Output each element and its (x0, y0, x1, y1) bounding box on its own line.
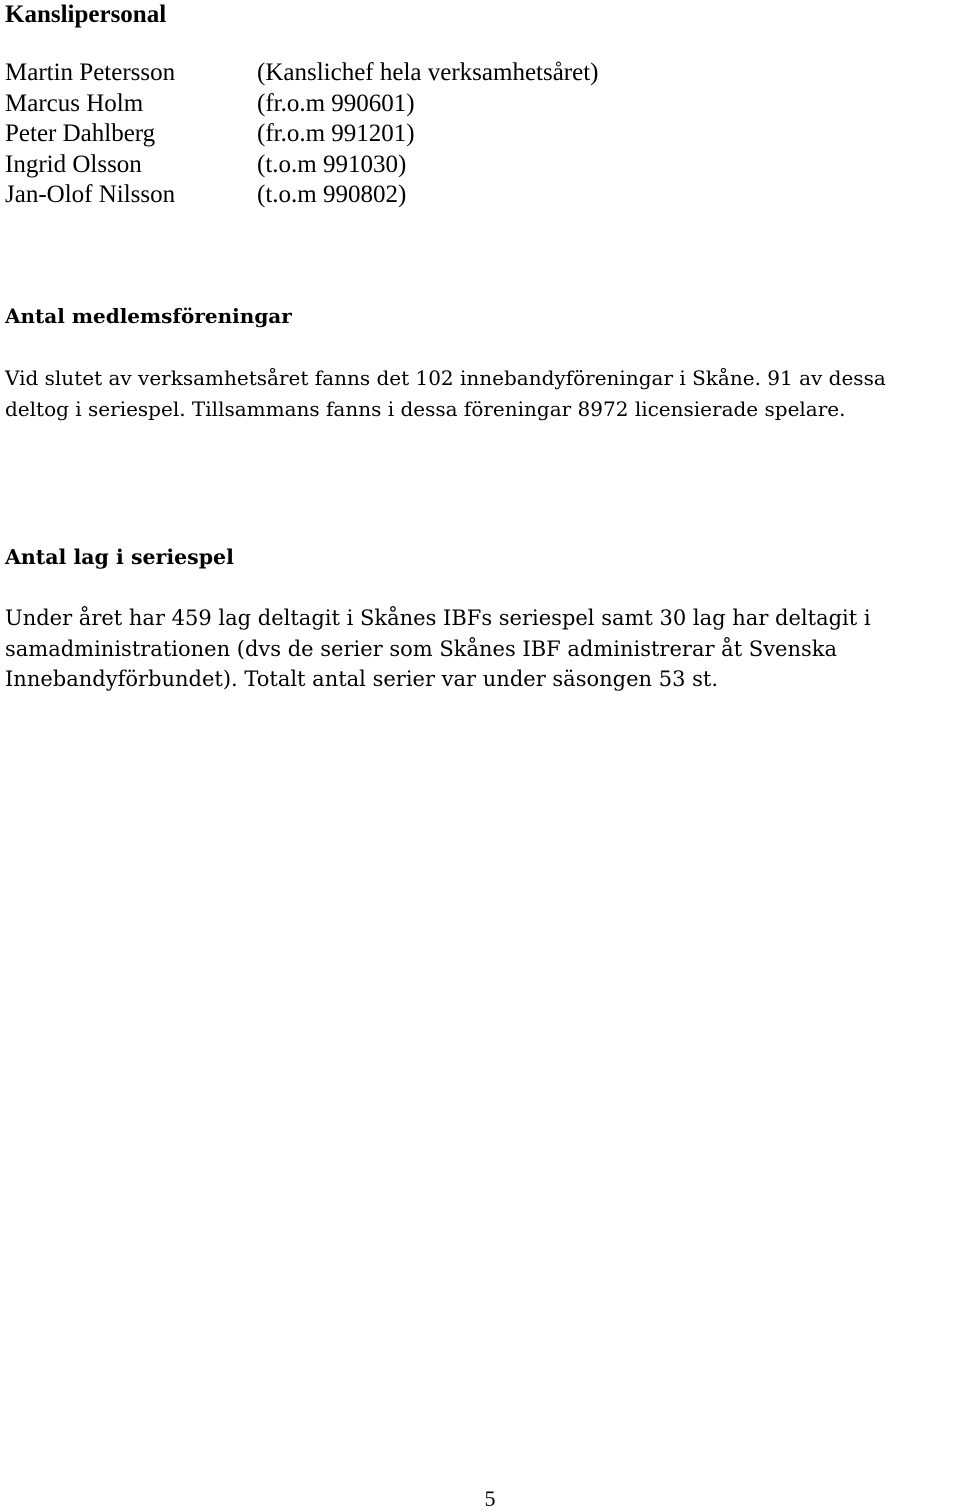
page-number: 5 (484, 1486, 496, 1511)
staff-list (5, 58, 905, 211)
teams-section (5, 543, 950, 695)
members-heading: Antal medlemsföreningar (5, 304, 292, 328)
staff-row (5, 89, 905, 120)
staff-row (5, 180, 905, 211)
teams-heading: Antal lag i seriespel (5, 545, 234, 569)
staff-name: Jan-Olof Nilsson (5, 181, 176, 208)
members-section (5, 302, 950, 424)
staff-row (5, 119, 905, 150)
staff-role: (fr.o.m 991201) (257, 120, 415, 147)
staff-role: (fr.o.m 990601) (257, 89, 415, 117)
staff-role: (t.o.m 991030) (257, 150, 407, 178)
teams-paragraph: Under året har 459 lag deltagit i Skånes IBFs seriespel samt 30 lag har deltagit i samadministrationen (dvs de serier som Skånes IBF administrerar åt Svenska Innebandyförbundet). Totalt antal serier var under säsongen 53 st. (5, 606, 871, 691)
staff-heading: Kanslipersonal (5, 1, 167, 28)
staff-role: (t.o.m 990802) (257, 181, 407, 208)
staff-name: Marcus Holm (5, 89, 144, 117)
staff-name: Ingrid Olsson (5, 150, 142, 178)
members-paragraph: Vid slutet av verksamhetsåret fanns det 102 innebandyföreningar i Skåne. 91 av dessa deltog i seriespel. Tillsammans fanns i dessa föreningar 8972 licensierade spelare. (5, 366, 886, 421)
staff-role: (Kanslichef hela verksamhetsåret) (257, 59, 599, 86)
staff-name: Peter Dahlberg (5, 120, 156, 147)
staff-name: Martin Petersson (5, 59, 176, 86)
staff-row (5, 58, 905, 89)
staff-row (5, 150, 905, 181)
